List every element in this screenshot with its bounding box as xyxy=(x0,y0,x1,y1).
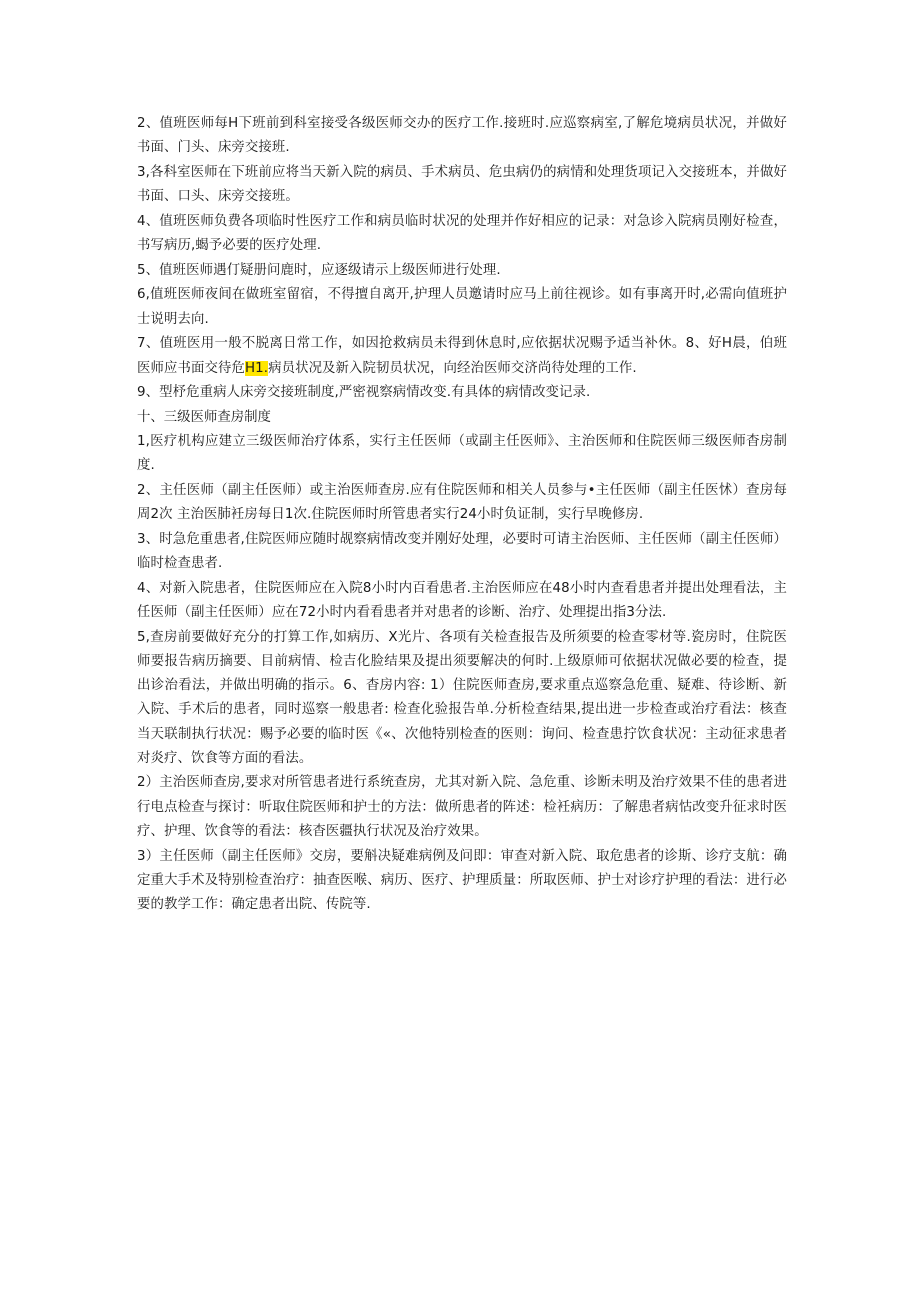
paragraph-temporary-work: 4、值班医师负费各项临时性医疗工作和病员临时状况的处理并作好相应的记录：对急诊入院病员刚好检查，书写病历,蝎予必要的医疗处理. xyxy=(137,213,787,254)
paragraph-preparation-and-content: 5,查房前要做好充分的打算工作,如病历、X光片、各项有关检查报告及所须要的检查零材等.瓷房时，住院医师要报告病历摘要、目前病情、检吉化脸结果及提出须要解决的何时.上级原师可依据状况做必要的检查，提出诊治看法，并做出明确的指示。6、杳房内容: 1）住院医师查房,要求重点巡察急危重、疑难、待诊断、新入院、手术后的患者，同时巡察一般患者: 检查化验报告单.分析检查结果,提出进一步检查或治疗看法：核查当天联制执行状况：赐予必要的临时医《«、次他特别检查的医则：询问、检查患拧饮食状况：主动征求患者对炎疗、饮食等方面的看法。 xyxy=(137,629,787,766)
paragraph-rest-part-a: 7、值班医用一般不脱离日常工作，如因抢救病员未得到休息时,应依据状况赐予适当补休。8、好H晨，伯班医师应书面交待危 xyxy=(137,336,787,376)
paragraph-new-admissions: 4、对新入院患者，住院医师应在入院8小时内百看患者.主治医师应在48小时内查看患者并提出处理看法，主任医师（副主任医师）应在72小时内看看患者并对患者的诊断、治疗、处理提出指3分法. xyxy=(137,580,787,621)
paragraph-escalation: 5、值班医师遇仃疑册问鹿时，应逐级请示上级医师进行处理. xyxy=(137,262,501,278)
document-body xyxy=(137,112,787,918)
section-title-ward-rounds: 十、三级医师查房制度 xyxy=(137,409,271,425)
paragraph-night-duty: 6,值班医师夜间在做班室留宿，不得擅自离开,护理人员邀请时应马上前往视诊。如有事离开时,必需向值班护士说明去向. xyxy=(137,287,787,327)
paragraph-critical-bedside: 9、型杼危重病人床旁交接班制度,严密视察病情改变.有具体的病情改变记录. xyxy=(137,385,591,401)
paragraph-rest-and-morning-report xyxy=(137,332,787,380)
highlighted-text: H1. xyxy=(244,360,269,376)
paragraph-chief-rounds: 2、主任医师（副主任医师）或主治医师查房.应有住院医师和相关人员参与•主任医师（副主任医怵）查房每周2次 主治医肺衽房每日1次.住院医师时所管患者实行24小时负证制，实行早晚修房. xyxy=(137,483,787,523)
paragraph-three-level-system: 1,医疗机构应建立三级医师治疗体系，实行主任医师（或副主任医师》、主治医师和住院医师三级医师杳房制度. xyxy=(137,434,787,474)
paragraph-chief-physician-rounds: 3）主任医师（副主任医师》交房，要斛决疑难病例及问即：审查对新入院、取危患者的诊斯、诊疗支航：确定重大手术及特别检查治疗：抽查医喉、病历、医疗、护理质量：所取医师、护士对诊疗护理的看法：进行必要的教学工作：确定患者出院、传院等. xyxy=(137,848,787,912)
paragraph-rest-part-b: 病员状况及新入院韧员状况，向经治医师交济尚待处理的工作. xyxy=(268,360,637,376)
paragraph-department-handover: 3,各科室医师在下班前应将当天新入院的病员、手术病员、危虫病仍的病情和处理货项记入交接班本，并做好书面、口头、床旁交接班。 xyxy=(137,164,787,205)
paragraph-duty-handover: 2、值班医师每H下班前到科室接受各级医师交办的医疗工作.接班时.应巡察病室,了解危境病员状况，并做好书面、门头、床旁交接班. xyxy=(137,116,787,156)
paragraph-critical-patients: 3、时急危重患者,住院医师应随时觇察病情改变并刚好处理，必要时可请主治医师、主任医师（副主任医师）临时检查患者. xyxy=(137,531,787,572)
paragraph-attending-rounds: 2）主治医师查房,要求对所管患者进行系统查房，尤其对新入院、急危重、诊断未明及治疗效果不佳的患者进行电点检查与探讨：听取住院医师和护士的方法：做所患者的阵述：检衽病历：了解患者病怙改变升征求时医疗、护理、饮食等的看法：核杳医疆执行状况及治疗效果。 xyxy=(137,775,787,839)
